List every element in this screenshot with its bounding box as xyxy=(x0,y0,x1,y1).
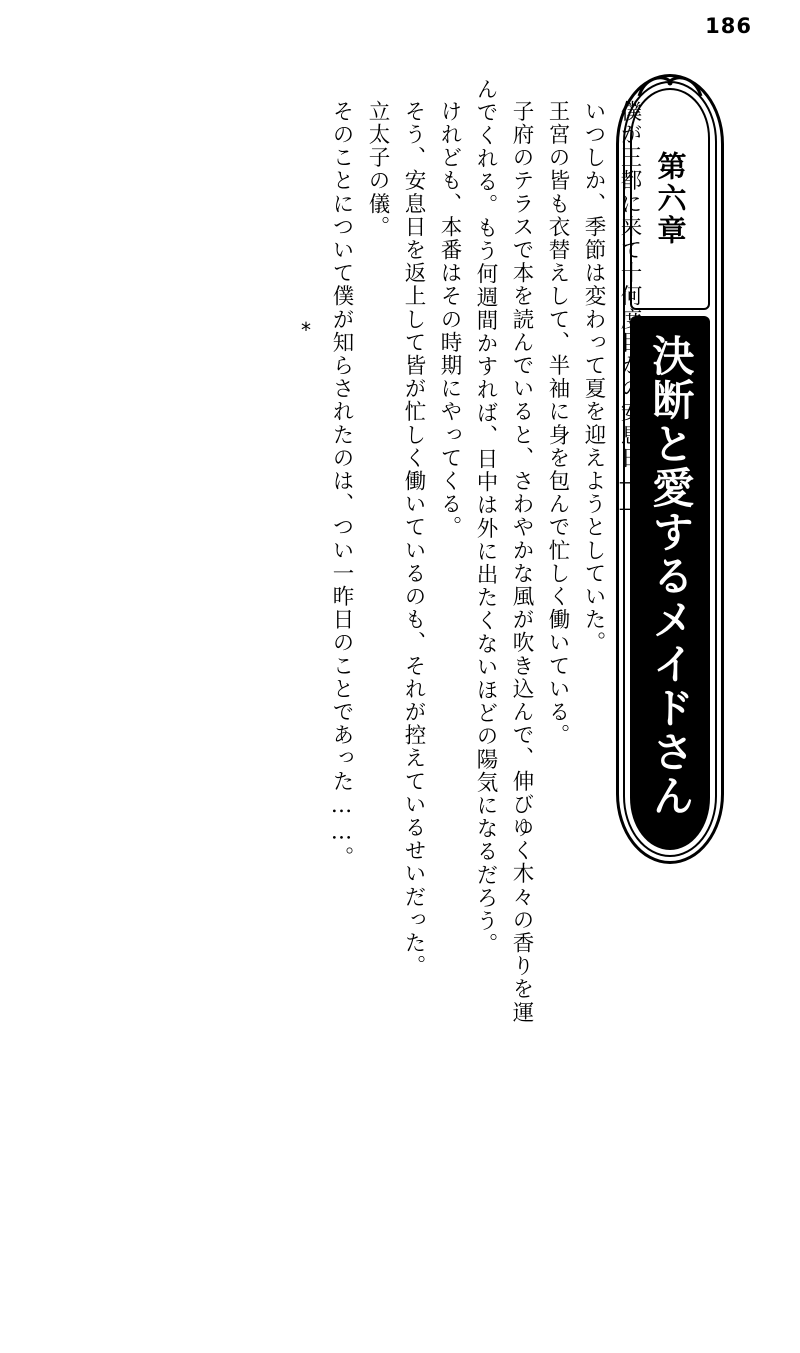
chapter-label: 第六章 xyxy=(653,151,688,247)
chapter-title-box xyxy=(630,316,710,850)
chapter-title: 決断と愛するメイドさん xyxy=(646,334,696,818)
text-column: んでくれる。もう何週間かすれば、日中は外に出たくないほどの陽気になるだろう。 xyxy=(473,78,498,956)
text-column: 僕が王都に来て十何度目かの安息日——。 xyxy=(617,100,642,546)
body-text-block xyxy=(130,78,640,1118)
chapter-label-box xyxy=(630,88,710,310)
page-number: 186 xyxy=(705,14,752,38)
text-column: 王宮の皆も衣替えして、半袖に身を包んで忙しく働いている。 xyxy=(545,100,570,747)
text-column: いつしか、季節は変わって夏を迎えようとしていた。 xyxy=(581,100,606,655)
text-column: 立太子の儀。 xyxy=(365,100,390,239)
text-column: そう、安息日を返上して皆が忙しく働いているのも、それが控えているせいだった。 xyxy=(401,100,426,978)
section-separator xyxy=(280,78,316,1353)
text-column: 子府のテラスで本を読んでいると、さわやかな風が吹き込んで、伸びゆく木々の香りを運 xyxy=(509,100,534,1024)
text-column: そのことについて僕が知らされたのは、つい一昨日のことであった……。 xyxy=(329,100,354,870)
text-column: けれども、本番はその時期にやってくる。 xyxy=(437,100,462,539)
asterisk-icon: * xyxy=(294,318,318,342)
